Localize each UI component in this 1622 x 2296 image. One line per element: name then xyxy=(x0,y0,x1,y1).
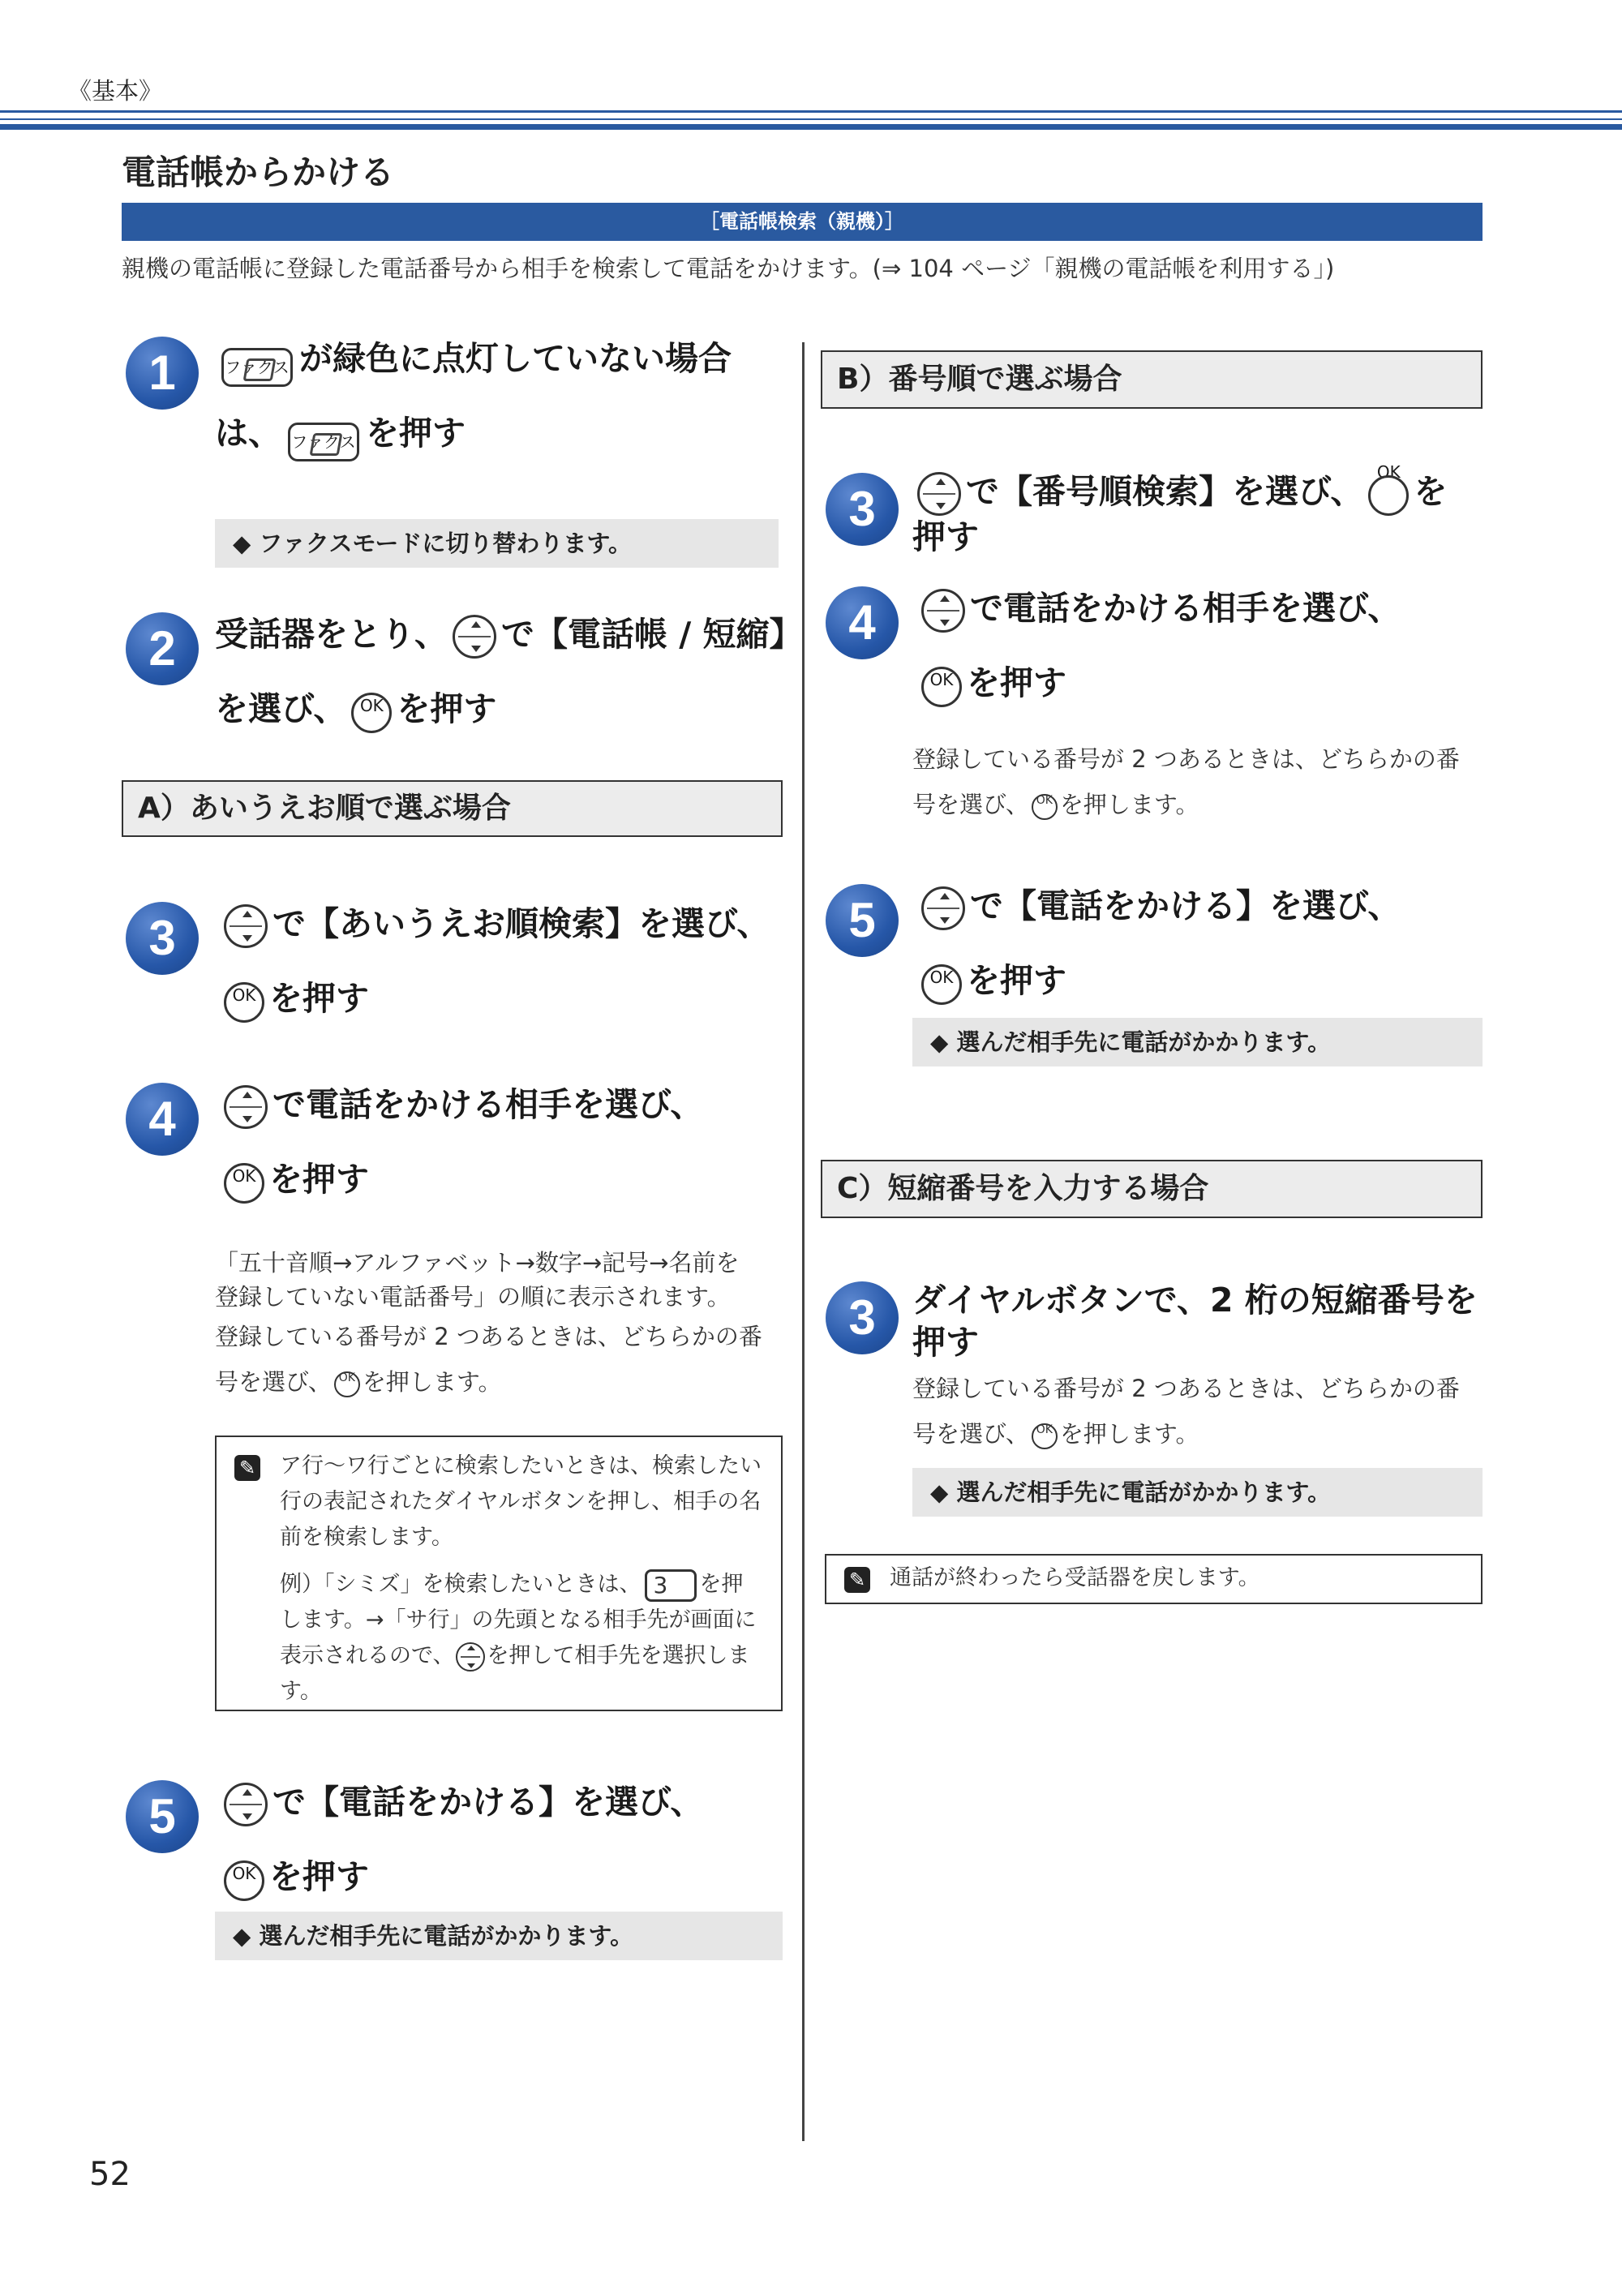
fax-button-icon: ファクス xyxy=(285,410,363,461)
left-note-box: ✎ ア行〜ワ行ごとに検索したいときは、検索したい 行の表記されたダイヤルボタンを押し、相手の名 前を検索します。 例）「シミズ」を検索したいときは、 3 を押 します。→「サ行」の先頭となる相手先が画面に 表示されるので、 を押して相手先を選択しま す。 xyxy=(215,1436,783,1711)
ok-button-icon: OK xyxy=(222,1857,266,1901)
step4-text: で電話をかける相手を選び、 OK を押す xyxy=(219,1067,703,1217)
step-number-5: 5 xyxy=(126,1780,199,1853)
nav-up-down-icon xyxy=(917,472,961,516)
step-number-4: 4 xyxy=(826,586,899,659)
ok-button-icon: OK xyxy=(1031,792,1058,820)
right-step3c-result: ◆ 選んだ相手先に電話がかかります。 xyxy=(912,1468,1483,1517)
ok-button-icon: OK xyxy=(920,961,963,1005)
step5-text: で【電話をかける】を選び、 OK を押す xyxy=(219,1765,703,1914)
nav-up-down-icon xyxy=(224,904,268,948)
step1-text: ファクス が緑色に点灯していない場合 は、 ファクス を押す xyxy=(215,321,732,470)
right-note-box: ✎ 通話が終わったら受話器を戻します。 xyxy=(825,1554,1483,1604)
right-step4-body: 登録している番号が 2 つあるときは、どちらかの番 号を選び、 OK を押します。 xyxy=(912,745,1460,818)
nav-up-down-icon xyxy=(921,886,965,930)
step2-text: 受話器をとり、 で【電話帳 / 短縮】 を選び、 OK を押す xyxy=(215,597,803,746)
memo-icon: ✎ xyxy=(234,1455,260,1481)
ok-button-icon: OK xyxy=(222,979,266,1023)
section-a-heading: A）あいうえお順で選ぶ場合 xyxy=(122,780,783,837)
section-c-heading: C）短縮番号を入力する場合 xyxy=(821,1160,1483,1218)
header-rule-thin xyxy=(0,110,1622,113)
step-number-5: 5 xyxy=(826,884,899,957)
step-number-3: 3 xyxy=(826,1281,899,1354)
nav-up-down-icon xyxy=(224,1085,268,1129)
section-title: 電話帳からかける xyxy=(122,152,395,192)
right-step3c-text: ダイヤルボタンで、2 桁の短縮番号を 押す xyxy=(912,1281,1478,1362)
nav-up-down-icon xyxy=(224,1783,268,1826)
step4-body: 「五十音順→アルファベット→数字→記号→名前を 登録していない電話番号」の順に表示されます。 xyxy=(215,1249,740,1311)
step-number-3: 3 xyxy=(126,902,199,975)
step-number-3: 3 xyxy=(826,473,899,546)
ok-button-icon: OK xyxy=(333,1370,361,1397)
section-banner: ［電話帳検索（親機）］ xyxy=(122,203,1483,241)
step3-text: で【あいうえお順検索】を選び、 OK を押す xyxy=(219,886,770,1036)
header-rule-thin-2 xyxy=(0,118,1622,120)
header-rule-thick xyxy=(0,124,1622,130)
ok-button-icon: OK xyxy=(920,663,963,707)
memo-icon: ✎ xyxy=(844,1567,870,1593)
right-step3-text: で【番号順検索】を選び、 OK を 押す xyxy=(912,462,1448,556)
fax-button-icon: ファクス xyxy=(218,335,296,387)
step4-body-2: 登録している番号が 2 つあるときは、どちらかの番 号を選び、 OK を押します。 xyxy=(215,1323,762,1396)
right-step4-text: で電話をかける相手を選び、 OK を押す xyxy=(916,571,1401,720)
nav-up-down-icon xyxy=(453,615,496,659)
ok-button-icon: OK xyxy=(1031,1422,1058,1449)
breadcrumb: 《基本》 xyxy=(68,77,163,105)
section-b-heading: B）番号順で選ぶ場合 xyxy=(821,350,1483,409)
nav-up-down-icon xyxy=(921,589,965,633)
step1-result: ◆ ファクスモードに切り替わります。 xyxy=(215,519,779,568)
right-step5-result: ◆ 選んだ相手先に電話がかかります。 xyxy=(912,1018,1483,1066)
nav-up-down-icon xyxy=(456,1642,485,1672)
right-step5-text: で【電話をかける】を選び、 OK を押す xyxy=(916,869,1401,1018)
dial-key-3-icon: 3 xyxy=(645,1569,697,1602)
step-number-2: 2 xyxy=(126,612,199,685)
ok-button-icon: OK xyxy=(1367,472,1410,516)
step-number-1: 1 xyxy=(126,337,199,410)
page-number: 52 xyxy=(89,2156,131,2193)
ok-button-icon: OK xyxy=(350,689,393,733)
step5-result: ◆ 選んだ相手先に電話がかかります。 xyxy=(215,1912,783,1960)
step-number-4: 4 xyxy=(126,1083,199,1156)
intro-text: 親機の電話帳に登録した電話番号から相手を検索して電話をかけます。(⇒ 104 ページ「親機の電話帳を利用する」) xyxy=(122,255,1335,282)
right-step3c-body: 登録している番号が 2 つあるときは、どちらかの番 号を選び、 OK を押します。 xyxy=(912,1375,1460,1448)
ok-button-icon: OK xyxy=(222,1160,266,1204)
